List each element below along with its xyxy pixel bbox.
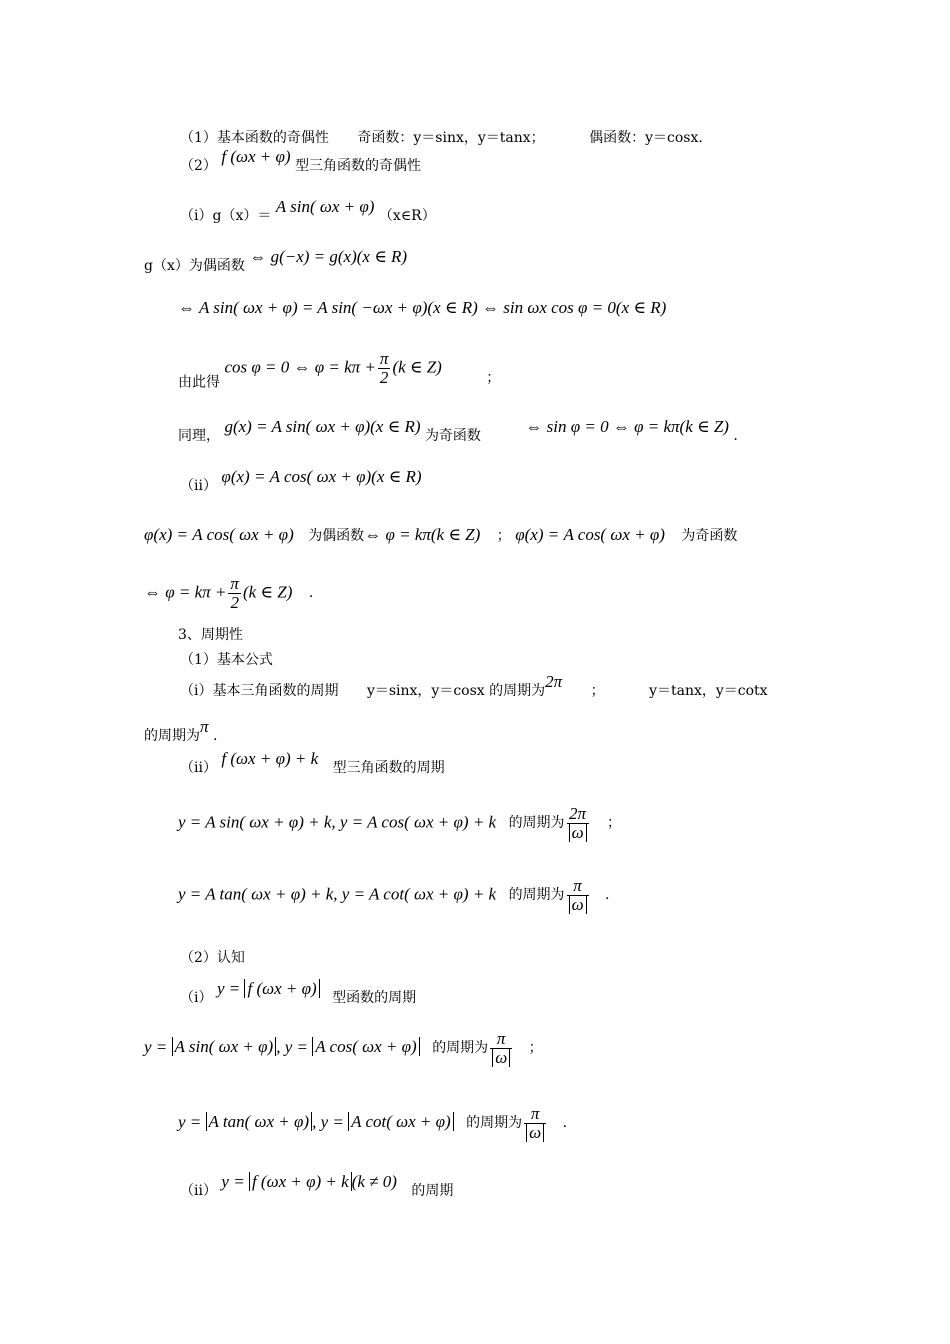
formula: φ(x) = A cos( ωx + φ) (144, 525, 294, 544)
formula: y = A tan( ωx + φ) + k, y = A cot( ωx + φ) + k (178, 884, 497, 904)
line-therefore: 由此得 cos φ = 0 ⇔ φ = kπ + $\frac{\pi}{2}$ (k ∈ Z) ； (178, 349, 501, 391)
formula: y = A tan( ωx + φ) , y = A cot( ωx + φ) (178, 1112, 454, 1131)
line-ii-period-heading: （ⅱ） f (ωx + φ) + k 型三角函数的周期 (180, 749, 445, 776)
formula: ⇔ g(−x) = g(x)(x ∈ R) (249, 247, 408, 266)
formula: 2π (545, 672, 563, 691)
subsection-basic-formula: （1）基本公式 (180, 652, 273, 668)
formula: y = f (ωx + φ) (217, 979, 320, 998)
line-basic-parity: （1）基本函数的奇偶性 奇函数：y＝sinx，y＝tanx； 偶函数：y＝cosx. (180, 130, 703, 146)
fraction: $\frac{\pi}{2}$ (230, 574, 239, 612)
formula: y = A sin( ωx + φ) , y = A cos( ωx + φ) (144, 1037, 420, 1056)
line-even-condition: g（x）为偶函数 ⇔ g(−x) = g(x)(x ∈ R) (144, 247, 408, 274)
formula: y = A sin( ωx + φ) + k, y = A cos( ωx + φ) + k (178, 812, 497, 832)
fraction: $\frac{\pi}{\omega}$ (524, 1105, 546, 1142)
fraction: $\frac{\pi}{\omega}$ (567, 877, 589, 914)
line-basic-period-2: 的周期为π . (144, 717, 218, 744)
formula: ⇔ sin φ = 0 ⇔ φ = kπ(k ∈ Z) (525, 417, 729, 436)
formula: π (200, 717, 209, 736)
formula: A sin( ωx + φ) (275, 197, 375, 216)
line-ii-def: （ⅱ） φ(x) = A cos( ωx + φ)(x ∈ R) (180, 467, 422, 494)
formula: y = f (ωx + φ) + k (k ≠ 0) (221, 1172, 397, 1191)
line-cos-parity: φ(x) = A cos( ωx + φ) 为偶函数⇔ φ = kπ(k ∈ Z) ； φ(x) = A cos( ωx + φ) 为奇函数 (144, 525, 738, 544)
line-i-def: （ⅰ）g（x）＝ A sin( ωx + φ) （x∈R） (180, 197, 436, 224)
subsection-cognition: （2）认知 (180, 950, 245, 966)
formula: g(x) = A sin( ωx + φ)(x ∈ R) (224, 417, 421, 436)
formula: f (ωx + φ) (221, 147, 291, 166)
line-abs-tan-cot: y = A tan( ωx + φ) , y = A cot( ωx + φ) 的周期为 $\frac{\pi}{\omega}$ . (178, 1104, 568, 1142)
line-abs-plus-k-heading: （ⅱ） y = f (ωx + φ) + k (k ≠ 0) 的周期 (180, 1172, 454, 1199)
formula: f (ωx + φ) + k (221, 749, 319, 768)
section-periodicity: 3、周期性 (178, 627, 243, 643)
fraction: $\frac{\pi}{\omega}$ (490, 1030, 512, 1067)
fraction: $\frac{2\pi}{\omega}$ (567, 805, 589, 842)
formula: (k ∈ Z) (242, 582, 293, 602)
line-equivalence (178, 298, 666, 318)
line-2-heading: （2） f (ωx + φ) 型三角函数的奇偶性 (180, 147, 422, 174)
formula: ⇔ φ = kπ(k ∈ Z) (364, 525, 481, 544)
line-abs-heading: （ⅰ） y = f (ωx + φ) 型函数的周期 (180, 979, 417, 1006)
line-basic-period: （ⅰ）基本三角函数的周期 y＝sinx，y＝cosx 的周期为2π ； y＝tanx，y＝cotx (180, 672, 768, 699)
line-odd-condition: 同理， g(x) = A sin( ωx + φ)(x ∈ R) 为奇函数 ⇔ sin φ = 0 ⇔ φ = kπ(k ∈ Z) . (178, 417, 738, 444)
line-cos-odd-condition: ⇔ φ = kπ + $\frac{\pi}{2}$ (k ∈ Z) . (144, 574, 314, 612)
formula: φ(x) = A cos( ωx + φ)(x ∈ R) (221, 467, 422, 486)
formula: (k ∈ Z) (392, 357, 442, 377)
formula: ⇔ A sin( ωx + φ) = A sin( −ωx + φ)(x ∈ R) ⇔ sin ωx cos φ = 0(x ∈ R) (178, 298, 667, 317)
formula: φ(x) = A cos( ωx + φ) (515, 525, 665, 544)
line-abs-sin-cos: y = A sin( ωx + φ) , y = A cos( ωx + φ) 的周期为 $\frac{\pi}{\omega}$ ； (144, 1029, 543, 1067)
fraction: $\frac{\pi}{2}$ (379, 349, 389, 387)
formula: ⇔ φ = kπ + (144, 582, 227, 602)
line-sin-cos-period: y = A sin( ωx + φ) + k, y = A cos( ωx + φ) + k 的周期为 $\frac{2\pi}{\omega}$ ； (178, 804, 622, 842)
line-tan-cot-period: y = A tan( ωx + φ) + k, y = A cot( ωx + φ) + k 的周期为 $\frac{\pi}{\omega}$ . (178, 876, 610, 914)
formula: cos φ = 0 ⇔ φ = kπ + (224, 357, 376, 377)
